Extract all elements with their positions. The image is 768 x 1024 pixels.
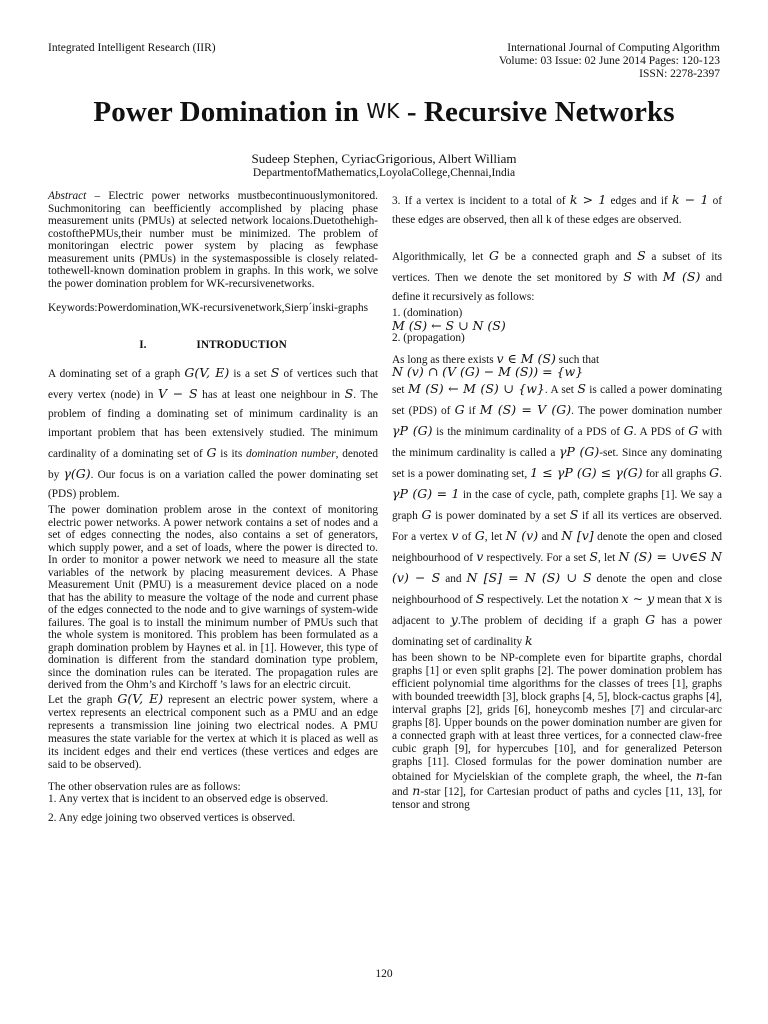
section-heading: I. INTRODUCTION — [139, 338, 287, 351]
domination-rule-label: 1. (domination) — [392, 307, 463, 319]
author-list: Sudeep Stephen, CyriacGrigorious, Albert William — [251, 151, 517, 166]
intro-paragraph-2: The power domination problem arose in the context of monitoring electric power networks. A power network contains a set of nodes and a set of edges connecting the nodes, also contains a set of generators, which supply power, and a set of loads, where the power is directed to. In order to monitor a power network we need to measure all the state variables of the network by placing measurement devices. A Phase Measurement Unit (PMU) is a measurement device placed on a node that has the ability to measure the voltage of the node and current phase of the edges connected to the node and to give warnings of system-wide failures. The goal is to install the minimum number of PMUs such that the whole system is monitored. This problem has been formulated as a graph domination problem by Haynes et al. in [1]. However, this type of domination is different from the standard domination type problem, since the domination rules can be iterated. The propagation rules are derived from the Ohm’s and Kirchoff ’s laws for an electric circuit. — [48, 504, 378, 691]
observation-rules-intro: The other observation rules are as follows: — [48, 780, 241, 793]
journal-left-header — [48, 42, 216, 55]
power-domination-definitions: set M (S) ← M (S) ∪ {w}. A set S is called a power dominating set (PDS) of G if M (S) = V (G). The power domination number γP (G) is the minimum cardinality of a PDS of G. A PDS of G with the minimum cardinality is called a γP (G)-set. Since any dominating set is a power dominating set, 1 ≤ γP (G) ≤ γ(G) for all graphs G. γP (G) = 1 in the case of cycle, path, complete graphs [1]. We say a graph G is power dominated by a set S if all its vertices are observed. For a vertex v of G, let N (v) and N [v] denote the open and closed neighbourhood of v respectively. For a set S, let N (S) = ∪v∈S N (v) − S and N [S] = N (S) ∪ S denote the open and close neighbourhood of S respectively. Let the notation x ∼ y mean that x is adjacent to y.The problem of deciding if a graph G has a power dominating set of cardinality k — [392, 380, 723, 648]
left-column — [48, 190, 378, 824]
right-column — [392, 190, 722, 812]
algorithm-paragraph: Algorithmically, let G be a connected graph and S a subset of its vertices. Then we denote the set monitored by S with M (S) and define it recursively as follows: — [392, 248, 723, 303]
propagation-formula: N (v) ∩ (V (G) − M (S)) = {w} — [392, 364, 584, 379]
journal-issn: ISSN: 2278-2397 — [639, 68, 720, 80]
wk-symbol: WK — [366, 99, 400, 123]
propagation-rule-label: 2. (propagation) — [392, 332, 465, 344]
paper-title: Power Domination in WK - Recursive Networks — [93, 96, 675, 128]
journal-name: International Journal of Computing Algorithm — [507, 42, 720, 54]
left-header-text: Integrated Intelligent Research (IIR) — [48, 42, 216, 54]
intro-paragraph-3: Let the graph G(V, E) represent an electric power system, where a vertex represents an electrical component such as a PMU and an edge represents a transmission line joining two electrical nodes. A PMU measures the state variable for the vertex at which it is placed as well as its incident edges and their end vertices (these vertices and edges are said to be observed). — [48, 690, 378, 771]
page-number: 120 — [375, 968, 393, 980]
keywords: Keywords:Powerdomination,WK-recursivenetwork,Sierp´inski-graphs — [48, 302, 369, 314]
intro-paragraph-1: A dominating set of a graph G(V, E) is a set S of vertices such that every vertex (node) in V − S has at least one neighbour in S. The problem of finding a dominating set of minimum cardinality is an important problem that has been extensively studied. The minimum cardinality of a dominating set of G is its domination number, denoted by γ(G). Our focus is on a variation called the power dominating set (PDS) problem. — [48, 365, 378, 500]
domination-formula: M (S) ← S ∪ N (S) — [392, 317, 506, 333]
journal-volume: Volume: 03 Issue: 02 June 2014 Pages: 120-123 — [498, 55, 720, 67]
observation-rule-2: 2. Any edge joining two observed vertices is observed. — [48, 811, 296, 824]
observation-rule-1: 1. Any vertex that is incident to an observed edge is observed. — [48, 793, 329, 805]
observation-rule-3: 3. If a vertex is incident to a total of k > 1 edges and if k − 1 of these edges are observed, then all k of these edges are observed. — [392, 192, 722, 226]
abstract: Abstract – Electric power networks mustbecontinuouslymonitored. Suchmonitoring can beefficiently accomplished by placing phase measurement units (PMUs) at selected network locaions.Duetothehigh-costofthePMUs,their number must be minimized. The problem of monitoringan electric power system by placing as fewphase measurement units (PMUs) in the systemaspossible is closely related-tothewell-known domination problem in graphs. In this work, we solve the power domination problem for WK-recursivenetworks. — [48, 190, 378, 290]
affiliation: DepartmentofMathematics,LoyolaCollege,Chennai,India — [252, 167, 516, 179]
journal-right-header — [499, 42, 720, 81]
complexity-paragraph: has been shown to be NP-complete even for bipartite graphs, chordal graphs [1] or even split graphs [2]. The power domination problem has efficient polynomial time algorithms for the classes of trees [1], graphs with bounded treewidth [3], block graphs [4, 5], block-cactus graphs [4], interval graphs [2], grids [6], honeycomb meshes [7] and circular-arc graphs [8]. Upper bounds on the power domination number are given for a connected graph with at least three vertices, for a connected claw-free cubic graph [9], for hypercubes [10], and for generalized Peterson graphs [11]. Closed formulas for the power domination number are obtained for Mycielskian of the complete graph, the wheel, the n-fan and n-star [12], for Cartesian product of paths and cycles [11, 13], for tensor and strong — [392, 651, 722, 811]
propagation-condition: As long as there exists v ∈ M (S) such that — [392, 350, 600, 366]
